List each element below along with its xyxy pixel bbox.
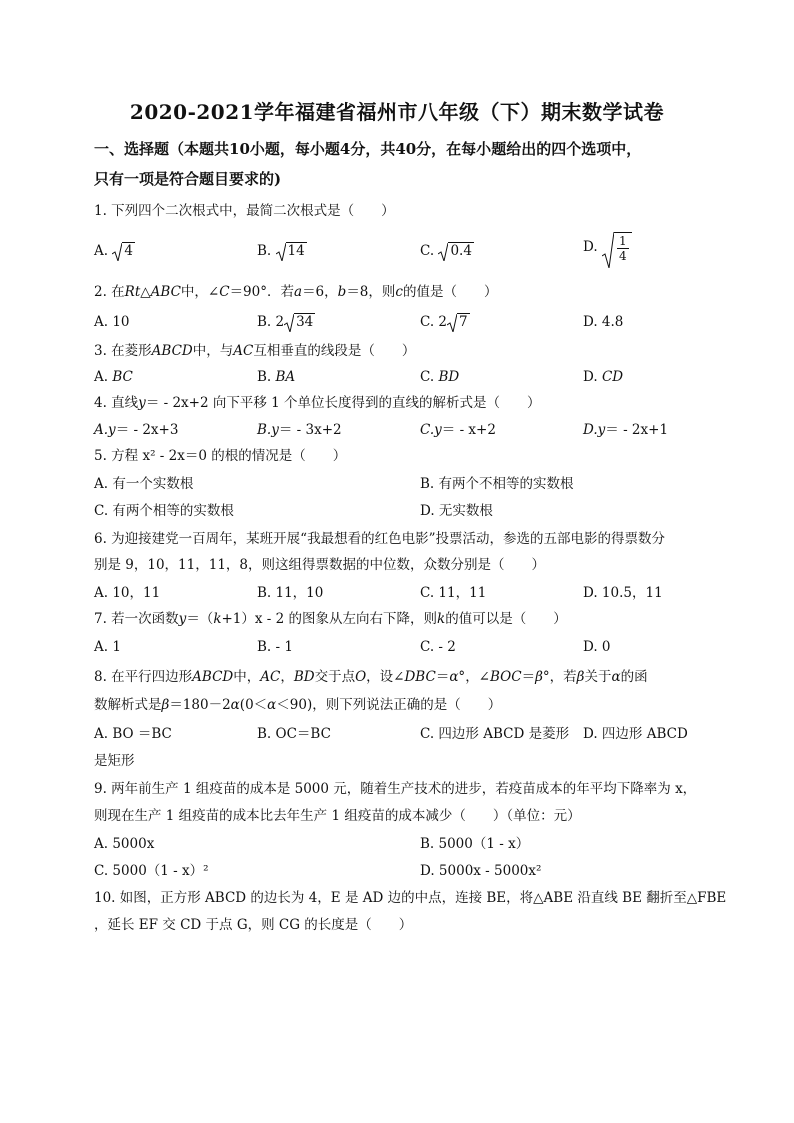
q4-option-a: A.y＝ - 2x+3 (94, 422, 179, 438)
page-title: 2020-2021学年福建省福州市八年级（下）期末数学试卷 (129, 100, 665, 124)
question-2-stem: 2. 在Rt△ABC中，∠C＝90°．若a＝6，b＝8，则c的值是（ ） (94, 284, 498, 300)
q8-option-a: A. BO ＝BC (94, 726, 172, 742)
fraction-denominator: 4 (618, 249, 627, 263)
question-3-stem: 3. 在菱形ABCD中，与AC互相垂直的线段是（ ） (94, 343, 416, 359)
question-1-stem: 1. 下列四个二次根式中，最简二次根式是（ ） (94, 203, 395, 219)
question-8-line2: 数解析式是β＝180－2α(0＜α＜90)，则下列说法正确的是（ ） (94, 697, 502, 713)
question-8-line1: 8. 在平行四边形ABCD中，AC，BD交于点O，设∠DBC＝α°，∠BOC＝β°，若β关于α的函 (94, 669, 648, 685)
q9-option-a: A. 5000x (94, 836, 155, 852)
question-10-line2: ，延长 EF 交 CD 于点 G，则 CG 的长度是（ ） (94, 917, 413, 933)
q6-option-a: A. 10，11 (94, 585, 161, 601)
q4-option-c: C.y＝ - x+2 (420, 422, 496, 438)
question-9-line2: 则现在生产 1 组疫苗的成本比去年生产 1 组疫苗的成本减少（ ）（单位：元） (94, 808, 581, 824)
sqrt-expression (284, 311, 315, 333)
q8-option-d: D. 四边形 ABCD (583, 726, 688, 742)
q7-option-d: D. 0 (583, 639, 611, 655)
q9-option-b: B. 5000（1 - x） (420, 836, 530, 852)
q2-option-c (420, 311, 470, 333)
radicand: 4 (124, 243, 133, 259)
q1-option-b (257, 240, 307, 262)
q3-option-a: A. BC (94, 369, 133, 385)
q1-option-d (583, 232, 632, 263)
sqrt-expression (438, 240, 473, 262)
question-4-stem: 4. 直线y＝ - 2x+2 向下平移 1 个单位长度得到的直线的解析式是（ ） (94, 395, 541, 411)
q8-option-b: B. OC＝BC (257, 726, 331, 742)
question-10-line1: 10. 如图，正方形 ABCD 的边长为 4，E 是 AD 边的中点，连接 BE，将△ABE 沿直线 BE 翻折至△FBE (94, 890, 727, 906)
section-heading-line2: 只有一项是符合题目要求的) (94, 170, 282, 188)
question-9-line1: 9. 两年前生产 1 组疫苗的成本是 5000 元，随着生产技术的进步，若疫苗成本的年平均下降率为 x， (94, 781, 697, 797)
q8-option-c: C. 四边形 ABCD 是菱形 (420, 726, 570, 742)
radicand: 14 (287, 243, 305, 259)
q4-option-b: B.y＝ - 3x+2 (257, 422, 342, 438)
question-6-line1: 6. 为迎接建党一百周年，某班开展“我最想看的红色电影”投票活动，参选的五部电影的得票数分 (94, 531, 665, 547)
sqrt-expression (276, 240, 307, 262)
option-label: A. (94, 243, 109, 259)
option-label: C. 2 (420, 314, 448, 330)
q4-option-d: D.y＝ - 2x+1 (583, 422, 669, 438)
q2-option-d: D. 4.8 (583, 314, 624, 330)
fraction-numerator: 1 (618, 234, 627, 248)
q2-option-b (257, 311, 315, 333)
section-heading-line1: 一、选择题（本题共10小题，每小题4分，共40分，在每小题给出的四个选项中， (94, 140, 642, 158)
q6-option-d: D. 10.5，11 (583, 585, 663, 601)
q6-option-b: B. 11，10 (257, 585, 324, 601)
radicand: 34 (296, 314, 314, 330)
radicand: 0.4 (450, 243, 472, 259)
sqrt-expression (447, 311, 470, 333)
option-label: C. (420, 243, 435, 259)
q3-option-d: D. CD (583, 369, 624, 385)
q1-option-a (94, 240, 135, 262)
q6-option-c: C. 11，11 (420, 585, 487, 601)
q5-option-d: D. 无实数根 (420, 503, 493, 519)
q5-option-a: A. 有一个实数根 (94, 476, 194, 492)
q9-option-c: C. 5000（1 - x）² (94, 863, 209, 879)
radicand: 7 (459, 314, 468, 330)
q8-option-d-tail: 是矩形 (94, 753, 135, 769)
q1-option-c (420, 240, 474, 262)
q5-option-b: B. 有两个不相等的实数根 (420, 476, 574, 492)
q3-option-c: C. BD (420, 369, 460, 385)
option-label: B. 2 (257, 314, 285, 330)
q7-option-c: C. - 2 (420, 639, 456, 655)
sqrt-expression (112, 240, 135, 262)
q9-option-d: D. 5000x - 5000x² (420, 863, 542, 879)
question-6-line2: 别是 9，10，11，11，8，则这组得票数据的中位数，众数分别是（ ） (94, 557, 546, 573)
option-label: B. (257, 243, 272, 259)
sqrt-fraction-expression (602, 232, 632, 263)
q7-option-a: A. 1 (94, 639, 121, 655)
q3-option-b: B. BA (257, 369, 296, 385)
q5-option-c: C. 有两个相等的实数根 (94, 503, 234, 519)
q2-option-a: A. 10 (94, 314, 130, 330)
q7-option-b: B. - 1 (257, 639, 293, 655)
option-label: D. (583, 239, 598, 255)
question-5-stem: 5. 方程 x² - 2x＝0 的根的情况是（ ） (94, 448, 347, 464)
question-7-stem: 7. 若一次函数y＝（k+1）x - 2 的图象从左向右下降，则k的值可以是（ ） (94, 611, 567, 627)
